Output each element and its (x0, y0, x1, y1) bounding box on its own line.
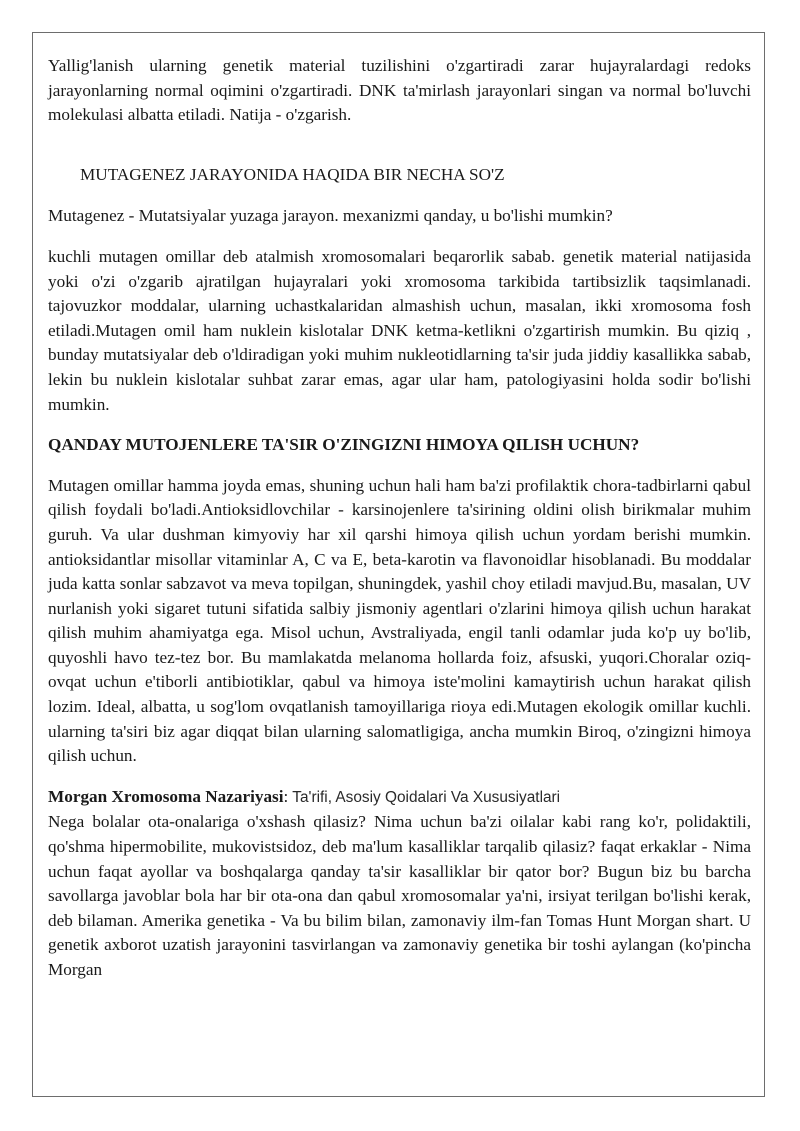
document-body (48, 54, 751, 983)
page-frame (32, 32, 765, 1097)
question-mutagenez: Mutagenez - Mutatsiyalar yuzaga jarayon. mexanizmi qanday, u bo'lishi mumkin? (48, 206, 613, 226)
heading-morgan (48, 785, 751, 811)
paragraph-morgan: Nega bolalar ota-onalariga o'xshash qilasiz? Nima uchun ba'zi oilalar kabi rang ko'r, polidaktili, qo'shma hipermobilite, mukovistsidoz, deb ma'lum kasalliklar tarqalib qilasiz? faqat erkaklar - Nima uchun faqat ayollar va boshqalarga qanday ta'sir kasalliklar bir qator bor? Bugun biz bu barcha savollarga javoblar bola har bir ota-ona dan qabul xromosomalar ya'ni, irsiyat terilgan bo'lishi kerak, deb bilaman. Amerika genetika - Va bu bilim bilan, zamonaviy ilm-fan Tomas Hunt Morgan shart. U genetik axborot uzatish jarayonini tasvirlangan va zamonaviy genetika bir toshi aylangan (ko'pincha Morgan (48, 812, 751, 979)
paragraph-inflammation: Yallig'lanish ularning genetik material tuzilishini o'zgartiradi zarar hujayralardagi redoks jarayonlarning normal oqimini o'zgartiradi. DNK ta'mirlash jarayonlari singan va normal bo'luvchi molekulasi albatta etiladi. Natija - o'zgarish. (48, 56, 751, 125)
heading-morgan-subtitle: Ta'rifi, Asosiy Qoidalari Va Xususiyatlari (288, 788, 561, 806)
heading-morgan-bold: Morgan Xromosoma Nazariyasi (48, 786, 284, 806)
heading-mutagenez: MUTAGENEZ JARAYONIDA HAQIDA BIR NECHA SO'Z (80, 164, 505, 184)
paragraph-mutagens: kuchli mutagen omillar deb atalmish xromosomalari beqarorlik sabab. genetik material natijasida yoki o'zi o'zgarib ajratilgan hujayralari yoki xromosoma tarkibida tartibsizlik taqsimlanadi. tajovuzkor moddalar, ularning uchastkalaridan almashish uchun, masalan, ikki xromosoma fosh etiladi.Mutagen omil ham nuklein kislotalar DNK ketma-ketlikni o'zgartirish mumkin. Bu qiziq , bunday mutatsiyalar deb o'ldiradigan yoki muhim nukleotidlarning ta'sir juda jiddiy kasallikka sabab, lekin bu nuklein kislotalar suhbat zarar emas, agar ular ham, patologiyasini holda sodir bo'lishi mumkin. (48, 246, 751, 414)
paragraph-protection: Mutagen omillar hamma joyda emas, shuning uchun hali ham ba'zi profilaktik chora-tadbirlarni qabul qilish foydali bo'ladi.Antioksidlovchilar - karsinojenlere ta'sirining oldini olish birikmalar muhim guruh. Va ular dushman kimyoviy har xil qarshi himoya qilish uchun yordam berishi mumkin. antioksidantlar misollar vitaminlar A, C va E, beta-karotin va flavonoidlar hisoblanadi. Bu moddalar juda katta sonlar sabzavot va meva topilgan, shuningdek, yashil choy etiladi mavjud.Bu, masalan, UV nurlanish yoki sigaret tutuni sifatida salbiy jismoniy agentlari o'zlarini himoya qilish uchun harakat qilish muhim ahamiyatga ega. Misol uchun, Avstraliyada, engil tanli odamlar juda ko'p uy bo'lib, quyoshli havo tez-tez bor. Bu mamlakatda melanoma hollarda foiz, afsuski, yuqori.Choralar oziq-ovqat uchun e'tiborli antibiotiklar, qabul va himoya iste'molini kamaytirish uchun harakat qilish lozim. Ideal, albatta, u sog'lom ovqatlanish tamoyillariga rioya edi.Mutagen ekologik omillar kuchli. ularning ta'siri biz agar diqqat bilan ularning salomatligiga, ancha mumkin Biroq, o'zingizni himoya qilish uchun. (48, 475, 751, 766)
heading-protection: QANDAY MUTOJENLERE TA'SIR O'ZINGIZNI HIMOYA QILISH UCHUN? (48, 435, 640, 455)
heading-morgan-colon: : (283, 786, 289, 806)
